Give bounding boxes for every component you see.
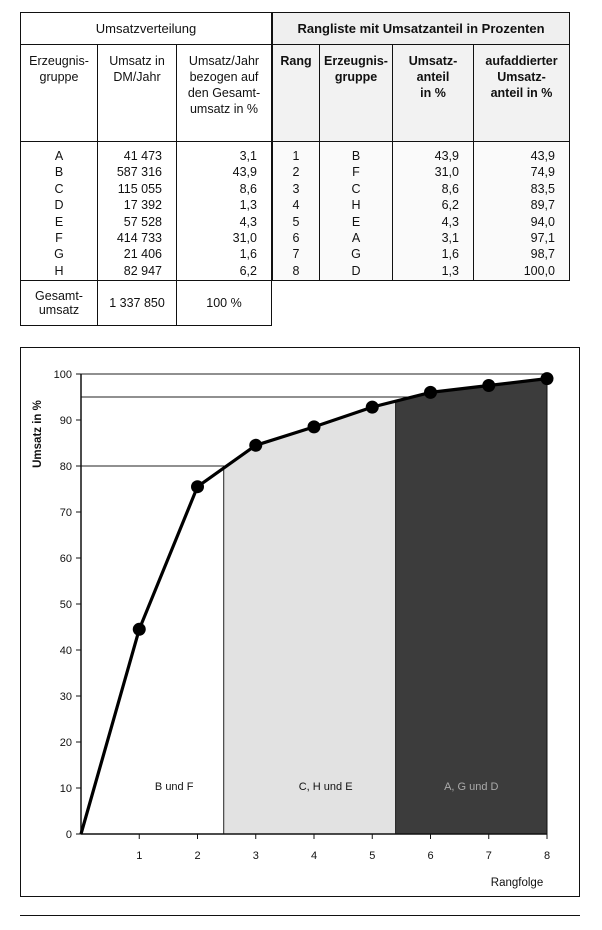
column-rang-item: 2 [292,165,300,180]
column-umsatz-item: 82 947 [123,263,162,278]
header-rang-text: Rang [280,54,312,68]
x-tick-label: 7 [485,850,492,862]
region-label: A, G und D [444,780,499,793]
column-rang-item: 6 [292,231,300,246]
data-point [541,372,554,385]
total-pct: 100 % [177,281,272,326]
y-tick-label: 40 [59,645,72,657]
column-kumuliert-item: 83,5 [530,181,555,196]
header-erzeugnisgruppe-r-text: Erzeugnis- gruppe [324,54,388,84]
column-anteil-r-item: 1,3 [441,263,459,278]
y-axis-label: Umsatz in % [32,400,44,468]
x-axis-label: Rangfolge [490,877,544,889]
column-groups-r-item: C [351,181,361,196]
region-2 [224,401,396,834]
x-tick-label: 2 [194,850,201,862]
y-tick-label: 0 [65,829,72,841]
region-3 [396,379,547,834]
y-tick-label: 100 [53,369,72,381]
column-anteil-item: 8,6 [239,181,257,196]
column-anteil-item: 6,2 [239,263,257,278]
column-anteil-item: 43,9 [232,165,257,180]
column-anteil-item: 4,3 [239,214,257,229]
y-tick-label: 50 [59,599,72,611]
column-kumuliert [474,142,570,281]
column-umsatz-item: 21 406 [123,247,162,262]
column-umsatz-item: 57 528 [123,214,162,229]
column-rang-item: 5 [292,214,300,229]
x-tick-label: 3 [252,850,259,862]
region-1 [81,468,224,834]
umsatzverteilung-title: Umsatzverteilung [21,13,272,45]
column-rang-item: 1 [292,149,300,163]
column-anteil-r-item: 3,1 [441,231,459,246]
header-kumuliert-text: aufaddierter Umsatz- anteil in % [485,54,558,100]
column-groups-r-item: H [351,198,361,213]
data-point [249,439,262,452]
column-kumuliert-item: 100,0 [523,263,555,278]
column-anteil-r-item: 43,9 [434,149,459,163]
column-umsatz-item: 17 392 [123,198,162,213]
column-anteil-item: 3,1 [239,149,257,163]
column-anteil [177,142,272,281]
header-rang [273,45,320,142]
column-rang [273,142,320,281]
rangliste-table [272,12,570,281]
y-tick-label: 60 [59,553,72,565]
x-tick-label: 1 [136,850,143,862]
column-anteil-r-item: 31,0 [434,165,459,180]
header-erzeugnisgruppe [21,45,98,142]
total-label-cell [21,281,98,326]
y-tick-label: 80 [59,461,72,473]
column-groups-r-item: E [351,214,361,229]
column-anteil-item: 31,0 [232,231,257,246]
column-groups-item: C [54,181,64,196]
column-kumuliert-item: 94,0 [530,214,555,229]
data-point [424,386,437,399]
y-tick-label: 10 [59,783,72,795]
y-tick-label: 90 [59,415,72,427]
total-label: Gesamt- umsatz [35,289,83,317]
column-anteil-item: 1,3 [239,198,257,213]
column-kumuliert-item: 74,9 [530,165,555,180]
column-umsatz-item: 41 473 [123,149,162,163]
header-kumuliert [474,45,570,142]
column-umsatz-item: 115 055 [117,181,162,196]
column-anteil-r-item: 1,6 [441,247,459,262]
data-point [191,480,204,493]
umsatzverteilung-table [20,12,272,326]
data-point [133,623,146,636]
column-rang-item: 4 [292,198,300,213]
column-groups-item: H [54,263,64,278]
column-anteil-item: 1,6 [239,247,257,262]
header-umsatzanteil-text: Umsatz- anteil in % [408,54,458,100]
x-tick-label: 8 [543,850,551,862]
y-tick-label: 30 [59,691,72,703]
abc-analysis-chart [20,347,580,897]
y-tick-label: 70 [59,507,72,519]
header-umsatzanteil [393,45,474,142]
column-groups [21,142,98,281]
column-umsatz [98,142,177,281]
column-kumuliert-item: 89,7 [530,198,555,213]
column-umsatz-item: 587 316 [116,165,162,180]
column-groups-item: D [54,198,64,213]
x-tick-label: 4 [310,850,318,862]
data-point [366,401,379,414]
column-kumuliert-item: 97,1 [530,231,555,246]
column-groups-item: G [54,247,64,262]
column-groups-r-item: D [351,263,361,278]
column-groups-r-item: B [351,149,361,163]
column-rang-item: 3 [292,181,300,196]
bottom-rule [20,915,580,916]
total-value: 1 337 850 [98,281,177,326]
y-tick-label: 20 [59,737,72,749]
header-umsatz [98,45,177,142]
x-tick-label: 6 [427,850,434,862]
data-point [482,379,495,392]
header-umsatz-text: Umsatz in DM/Jahr [109,54,165,84]
column-anteil-r-item: 6,2 [441,198,459,213]
column-anteil-r-item: 8,6 [441,181,459,196]
column-groups-item: A [54,149,64,163]
column-kumuliert-item: 43,9 [530,149,555,163]
column-umsatz-item: 414 733 [116,231,162,246]
header-erzeugnisgruppe-r [320,45,393,142]
column-groups-item: F [55,231,63,246]
column-groups-r-item: A [351,231,361,246]
column-groups-item: E [54,214,64,229]
column-groups-r-item: G [351,247,361,262]
column-anteil-r [393,142,474,281]
chart-svg [21,348,579,896]
column-groups-item: B [54,165,64,180]
header-erzeugnisgruppe-text: Erzeugnis- gruppe [29,54,89,84]
header-umsatz-anteil [177,45,272,142]
region-label: C, H und E [298,780,353,793]
header-umsatz-anteil-text: Umsatz/Jahr bezogen auf den Gesamt- umsatz in % [187,54,261,116]
column-groups-r [320,142,393,281]
column-groups-r-item: F [352,165,360,180]
data-point [308,420,321,433]
column-rang-item: 7 [292,247,300,262]
column-kumuliert-item: 98,7 [530,247,555,262]
rangliste-title: Rangliste mit Umsatzanteil in Prozenten [273,13,570,45]
region-label: B und F [154,780,194,793]
column-anteil-r-item: 4,3 [441,214,459,229]
x-tick-label: 5 [369,850,376,862]
column-rang-item: 8 [292,263,300,278]
